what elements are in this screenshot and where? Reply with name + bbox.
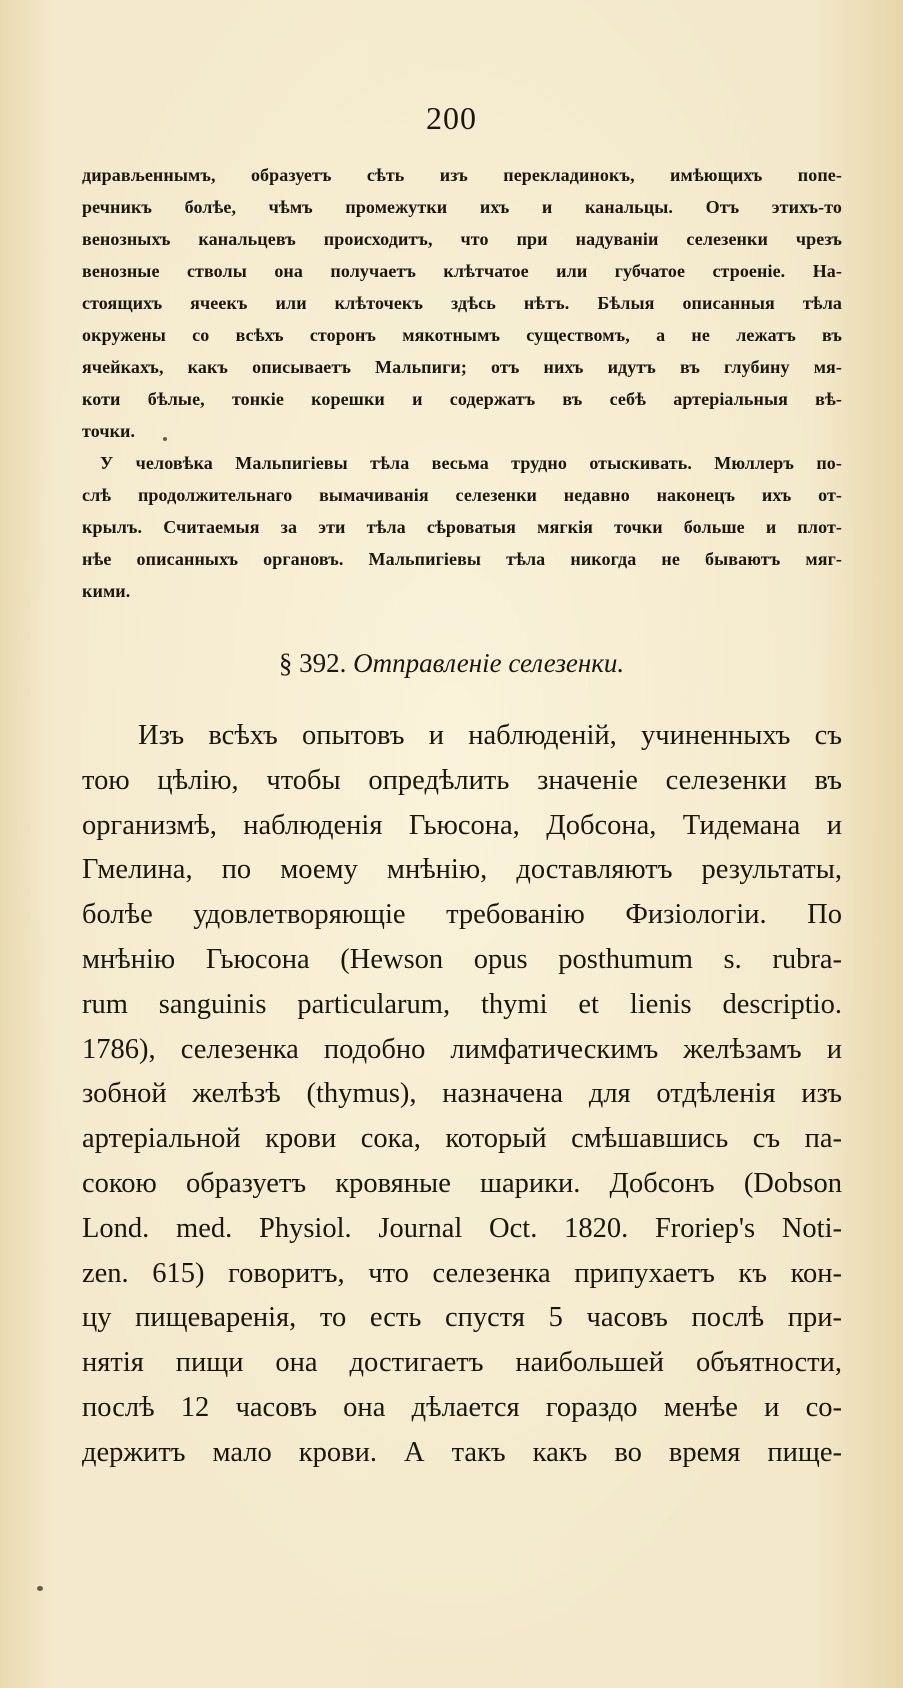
text-line: нѣе описанныхъ органовъ. Мальпигiевы тѣла никогда не бываютъ мяг- (82, 549, 842, 569)
text-line: Изъ всѣхъ опытовъ и наблюденiй, учиненныхъ съ (138, 720, 842, 751)
text-line: держитъ мало крови. А такъ какъ во время пище- (82, 1436, 842, 1468)
text-line: У человѣка Мальпигiевы тѣла весьма трудно отыскивать. Мюллеръ по- (100, 453, 842, 473)
text-line: речникъ болѣе, чѣмъ промежутки ихъ и канальцы. Отъ этихъ-то (82, 197, 842, 217)
section-heading (0, 648, 903, 679)
text-line: ячейкахъ, какъ описываетъ Мальпиги; отъ нихъ идутъ въ глубину мя- (82, 357, 842, 377)
section-number: § 392. (278, 648, 347, 678)
text-line: слѣ продолжительнаго вымачиванiя селезенки недавно наконецъ ихъ от- (82, 485, 842, 505)
text-line: болѣе удовлетворяющiе требованiю Физiологiи. По (82, 899, 842, 931)
text-line: Lond. med. Physiol. Journal Oct. 1820. Froriep's Noti- (82, 1212, 842, 1244)
text-line: крылъ. Считаемыя за эти тѣла сѣроватыя мягкiя точки больше и плот- (82, 517, 842, 537)
paragraph-human-malpighian (82, 447, 842, 607)
text-line: мнѣнiю Гьюсона (Hewson opus posthumum s. rubra- (82, 943, 842, 975)
text-line: сокою образуетъ кровяные шарики. Добсонъ (Dobson (82, 1167, 842, 1199)
text-line: zen. 615) говоритъ, что селезенка припухаетъ къ кон- (82, 1257, 842, 1289)
text-line: венозныхъ канальцевъ происходитъ, что при надуванiи селезенки чрезъ (82, 229, 842, 249)
text-line: венозные стволы она получаетъ клѣтчатое или губчатое строенiе. На- (82, 261, 842, 281)
text-line: Гмелина, по моему мнѣнiю, доставляютъ результаты, (82, 854, 842, 886)
text-line: послѣ 12 часовъ она дѣлается гораздо менѣе и со- (82, 1391, 842, 1423)
text-line: 1786), селезенка подобно лимфатическимъ желѣзамъ и (82, 1033, 842, 1065)
ink-speck (37, 1586, 43, 1591)
text-line: окружены со всѣхъ сторонъ мякотнымъ существомъ, а не лежатъ въ (82, 325, 842, 345)
text-line: rum sanguinis particularum, thymi et lienis descriptio. (82, 988, 842, 1020)
text-line: артерiальной крови сока, который смѣшавшись съ па- (82, 1123, 842, 1155)
text-line: дирављеннымъ, образуетъ сѣть изъ перекладинокъ, имѣющихъ попе- (82, 165, 842, 185)
text-line: коти бѣлые, тонкiе корешки и содержатъ въ себѣ артерiальныя вѣ- (82, 389, 842, 409)
page-number: 200 (426, 100, 477, 136)
section-title: Отправленiе селезенки. (353, 648, 625, 678)
paragraph-anatomy-description (82, 159, 842, 447)
text-line: точки. (82, 421, 136, 441)
ink-speck (163, 437, 167, 441)
text-line: организмѣ, наблюденiя Гьюсона, Добсона, Тидемана и (82, 809, 842, 841)
text-line: цу пищеваренiя, то есть спустя 5 часовъ послѣ при- (82, 1302, 842, 1334)
text-line: стоящихъ ячеекъ или клѣточекъ здѣсь нѣтъ. Бѣлыя описанныя тѣла (82, 293, 842, 313)
text-line: нятiя пищи она достигаетъ наибольшей объятности, (82, 1347, 842, 1379)
paragraph-spleen-function (82, 714, 842, 1476)
text-line: тою цѣлiю, чтобы опредѣлить значенiе селезенки въ (82, 764, 842, 796)
text-line: кими. (82, 581, 131, 601)
text-line: зобной желѣзѣ (thymus), назначена для отдѣленiя изъ (82, 1078, 842, 1110)
